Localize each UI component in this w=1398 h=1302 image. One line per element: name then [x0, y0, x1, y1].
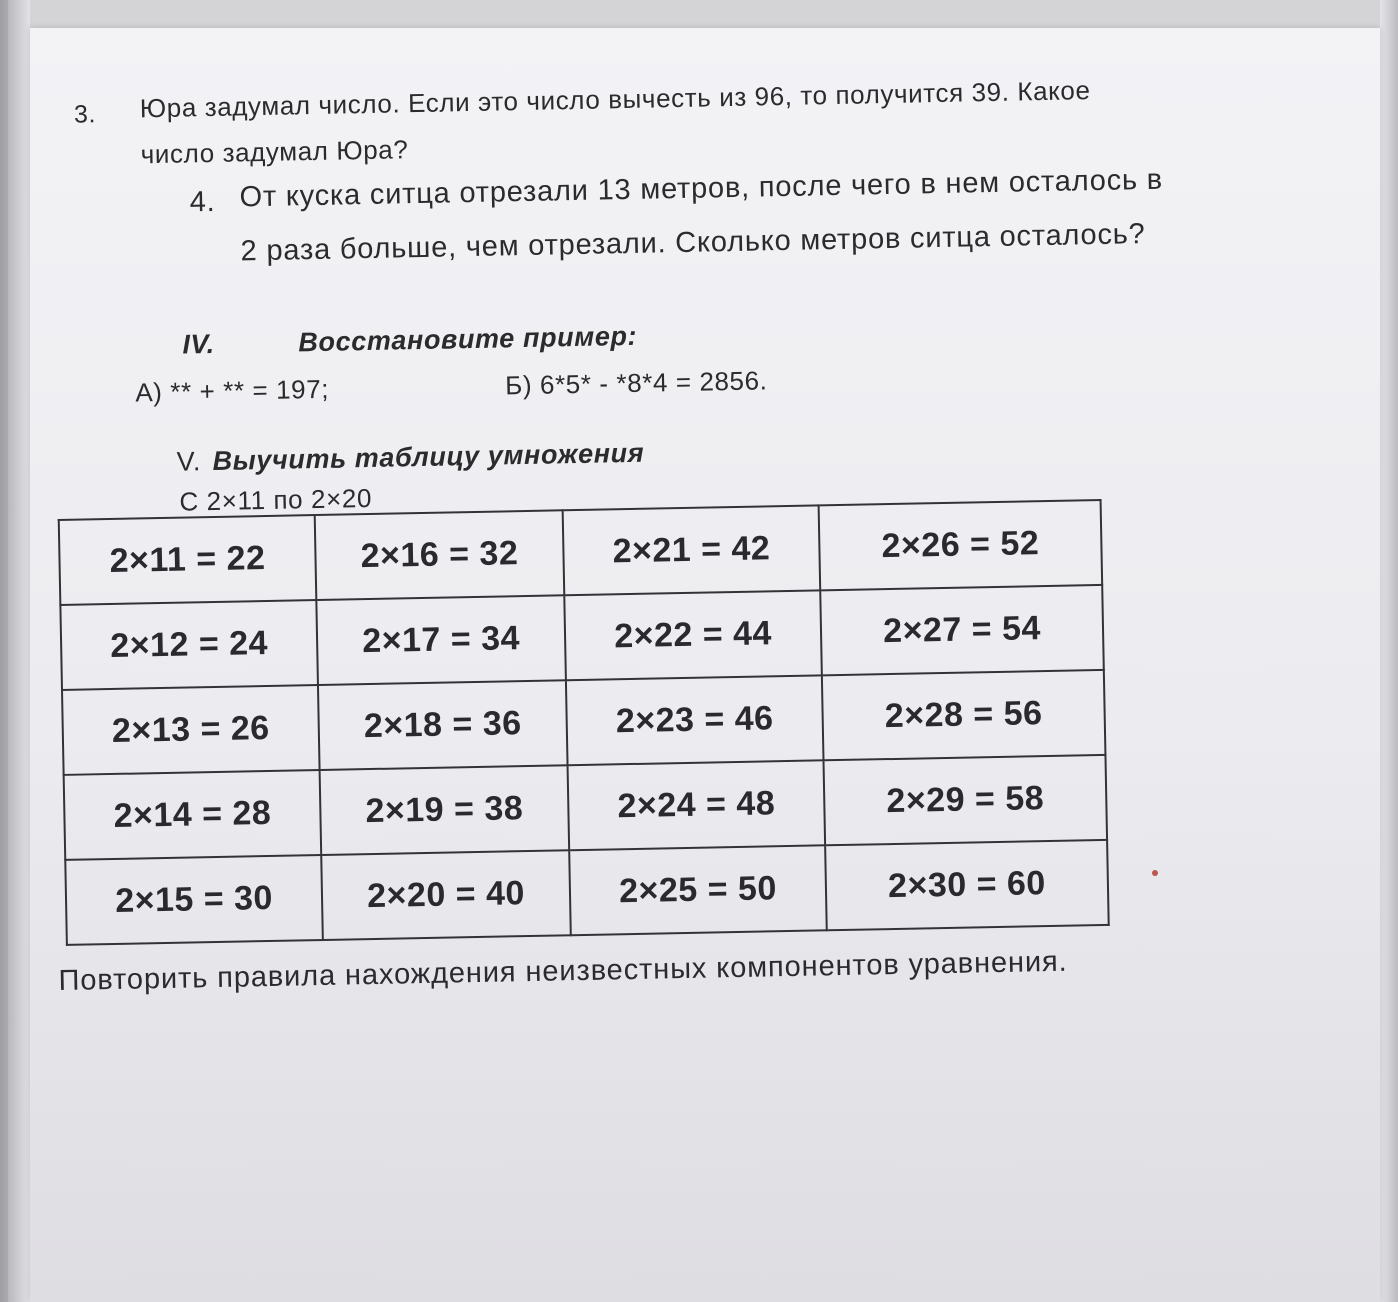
section-5-subtitle: С 2×11 по 2×20	[179, 482, 373, 517]
table-cell: 2×15 = 30	[65, 855, 323, 945]
problem-4-number: 4.	[189, 185, 216, 219]
example-b: Б) 6*5* - *8*4 = 2856.	[504, 365, 768, 401]
table-cell: 2×13 = 26	[62, 685, 320, 775]
table-cell: 2×19 = 38	[320, 765, 570, 855]
example-a: А) ** + ** = 197;	[135, 373, 330, 408]
problem-3-number: 3.	[73, 100, 97, 129]
table-cell: 2×26 = 52	[819, 500, 1103, 590]
problem-4-line-2: 2 раза больше, чем отрезали. Сколько метров ситца осталось?	[240, 218, 1146, 268]
table-cell: 2×11 = 22	[59, 515, 317, 605]
table-cell: 2×12 = 24	[60, 600, 318, 690]
footer-instruction: Повторить правила нахождения неизвестных компонентов уравнения.	[58, 945, 1068, 998]
problem-4-line-1: От куска ситца отрезали 13 метров, после чего в нем осталось в	[239, 163, 1164, 214]
table-cell: 2×16 = 32	[315, 510, 565, 600]
multiplication-table	[58, 499, 1110, 946]
table-cell: 2×28 = 56	[822, 670, 1106, 760]
problem-3-line-2: число задумал Юра?	[140, 134, 409, 170]
table-cell: 2×17 = 34	[316, 595, 566, 685]
worksheet-content	[21, 14, 1395, 1302]
table-cell: 2×14 = 28	[64, 770, 322, 860]
section-4-title: Восстановите пример:	[298, 320, 638, 358]
section-4-numeral: IV.	[182, 328, 216, 360]
table-cell: 2×29 = 58	[823, 755, 1107, 845]
table-cell: 2×21 = 42	[563, 505, 821, 595]
table-cell: 2×20 = 40	[321, 850, 571, 940]
table-cell: 2×24 = 48	[568, 760, 826, 850]
section-5-numeral: V.	[176, 446, 202, 477]
red-dot-mark	[1152, 870, 1158, 876]
table-cell: 2×30 = 60	[825, 840, 1109, 930]
table-cell: 2×18 = 36	[318, 680, 568, 770]
section-5-title: Выучить таблицу умножения	[212, 437, 645, 476]
table-cell: 2×22 = 44	[564, 590, 822, 680]
problem-3-line-1: Юра задумал число. Если это число вычесть из 96, то получится 39. Какое	[139, 75, 1091, 124]
table-cell: 2×25 = 50	[569, 845, 827, 935]
table-cell: 2×27 = 54	[820, 585, 1104, 675]
table-cell: 2×23 = 46	[566, 675, 824, 765]
